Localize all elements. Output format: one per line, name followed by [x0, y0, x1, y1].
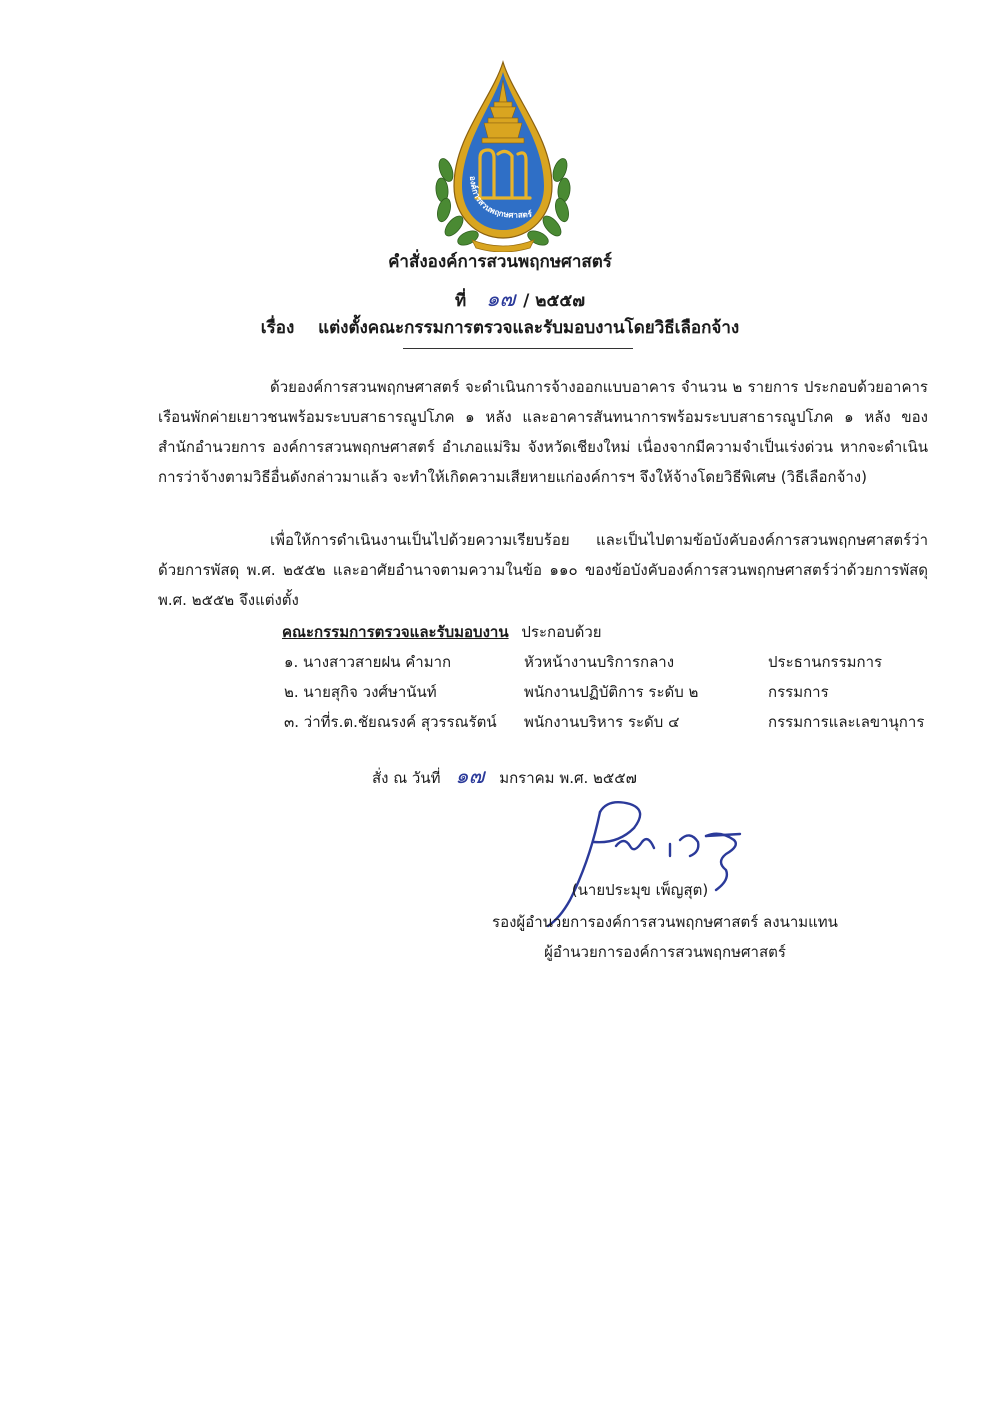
member-position: พนักงานบริหาร ระดับ ๔ — [524, 713, 680, 731]
committee-heading — [282, 620, 602, 644]
emblem-text: องค์การสวนพฤกษศาสตร์ — [467, 175, 533, 220]
committee-member — [284, 680, 944, 710]
order-date-prefix: สั่ง ณ วันที่ — [372, 769, 441, 787]
subject-text: แต่งตั้งคณะกรรมการตรวจและรับมอบงานโดยวิธีเลือกจ้าง — [318, 318, 740, 338]
member-role: ประธานกรรมการ — [768, 653, 883, 671]
member-position: หัวหน้างานบริการกลาง — [524, 653, 675, 671]
signatory-title-2: ผู้อำนวยการองค์การสวนพฤกษศาสตร์ — [544, 943, 786, 961]
paragraph-1-text: ด้วยองค์การสวนพฤกษศาสตร์ จะดำเนินการจ้างออกแบบอาคาร จำนวน ๒ รายการ ประกอบด้วยอาคารเรือนพักค่ายเยาวชนพร้อมระบบสาธารณูปโภค ๑ หลัง และอาคารสันทนาการพร้อมระบบสาธารณูปโภค ๑ หลัง ของสำนักอำนวยการ องค์การสวนพฤกษศาสตร์ อำเภอแม่ริม จังหวัดเชียงใหม่ เนื่องจากมีความจำเป็นเร่งด่วน หากจะดำเนินการว่าจ้างตามวิธีอื่นดังกล่าวมาแล้ว จะทำให้เกิดความเสียหายแก่องค์การฯ จึงให้จ้างโดยวิธีพิเศษ (วิธีเลือกจ้าง) — [158, 378, 928, 486]
member-role: กรรมการ — [768, 683, 829, 701]
member-name: ๒. นายสุกิจ วงศ์ษานันท์ — [284, 683, 437, 701]
document-title: คำสั่งองค์การสวนพฤกษศาสตร์ — [388, 252, 612, 272]
organization-emblem-icon — [432, 58, 574, 252]
paragraph-1 — [158, 372, 928, 492]
order-date-suffix: มกราคม พ.ศ. ๒๕๕๗ — [499, 769, 637, 787]
signatory-name: (นายประมุข เพ็ญสุต) — [571, 881, 709, 899]
committee-heading-suffix: ประกอบด้วย — [521, 623, 602, 641]
number-year: / ๒๕๕๗ — [523, 291, 586, 311]
committee-member — [284, 650, 944, 680]
member-name: ๑. นางสาวสายฝน คำมาก — [284, 653, 452, 671]
paragraph-2-text: เพื่อให้การดำเนินงานเป็นไปด้วยความเรียบร้อย และเป็นไปตามข้อบังคับองค์การสวนพฤกษศาสตร์ว่าด้วยการพัสดุ พ.ศ. ๒๕๕๒ และอาศัยอำนาจตามความในข้อ ๑๑๐ ของข้อบังคับองค์การสวนพฤกษศาสตร์ว่าด้วยการพัสดุ พ.ศ. ๒๕๕๒ จึงแต่งตั้ง — [158, 531, 928, 609]
order-date — [372, 760, 637, 793]
handwritten-number: ๑๗ — [486, 287, 516, 311]
number-label: ที่ — [454, 291, 467, 311]
header-divider — [403, 348, 633, 349]
subject-label: เรื่อง — [260, 318, 295, 338]
member-name: ๓. ว่าที่ร.ต.ชัยณรงค์ สุวรรณรัตน์ — [284, 713, 497, 731]
member-position: พนักงานปฏิบัติการ ระดับ ๒ — [524, 683, 699, 701]
document-number — [20, 283, 1000, 316]
committee-heading-title: คณะกรรมการตรวจและรับมอบงาน — [282, 623, 509, 641]
paragraph-2 — [158, 525, 928, 615]
committee-member — [284, 710, 944, 740]
signatory-title: รองผู้อำนวยการองค์การสวนพฤกษศาสตร์ ลงนามแทน — [492, 913, 838, 931]
handwritten-signature-icon — [530, 790, 770, 930]
handwritten-day: ๑๗ — [455, 764, 485, 788]
document-subject — [0, 314, 1000, 341]
member-role: กรรมการและเลขานุการ — [768, 713, 925, 731]
